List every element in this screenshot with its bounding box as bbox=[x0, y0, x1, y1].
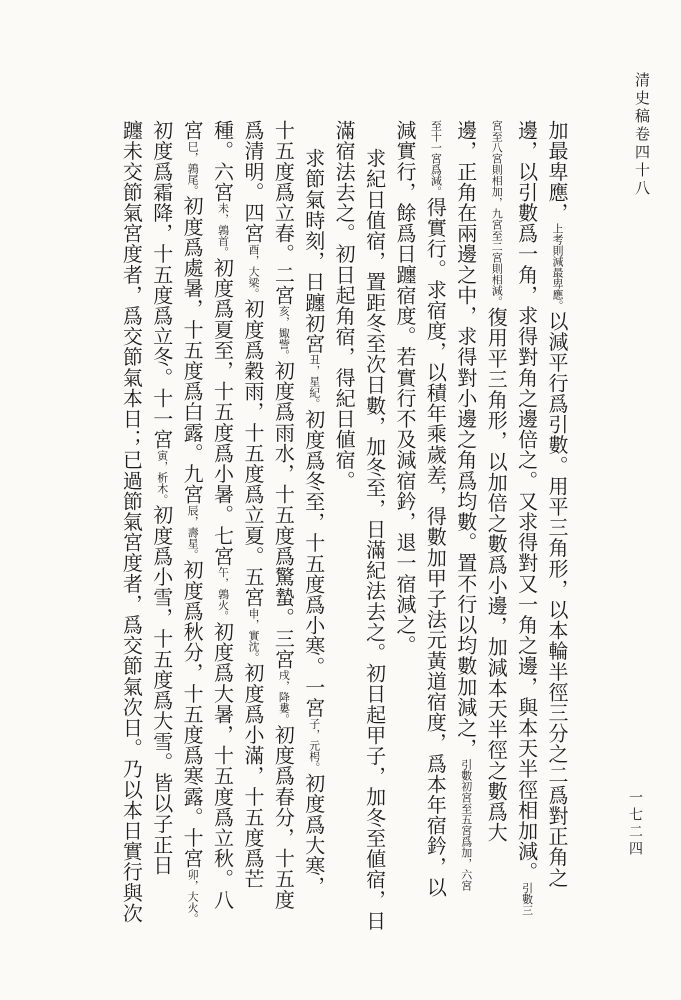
annotation-note: 未，鶉首。 bbox=[216, 202, 230, 258]
annotation-note: 酉，大梁。 bbox=[246, 243, 260, 299]
annotation-note: 丑，星紀。 bbox=[307, 354, 321, 409]
text-segment: 初度爲夏至，十五度爲小暑。七宮 bbox=[210, 257, 235, 567]
running-header: 清史稿卷四十八 bbox=[633, 72, 651, 198]
text-segment: 滿宿法去之。初日起角宿，得紀日値宿。 bbox=[332, 120, 357, 491]
text-column bbox=[511, 120, 541, 955]
text-column bbox=[390, 120, 420, 955]
annotation-note: 亥，娵訾。 bbox=[277, 305, 291, 361]
text-segment: 求紀日值宿，置距冬至次日數，加冬至，日滿紀法去之。初日起甲子，加冬至値宿，日 bbox=[362, 148, 387, 931]
annotation-note: 子，元枵。 bbox=[307, 718, 321, 773]
text-segment: 初度爲小滿，十五度爲芒 bbox=[240, 662, 265, 890]
text-segment: 減實行，餘爲日躔宿度。若實行不及減宿鈐，退一宿減之。 bbox=[392, 120, 417, 656]
text-segment: 爲清明。四宮 bbox=[240, 120, 265, 244]
text-column bbox=[207, 120, 237, 955]
text-segment: 初度爲冬至，十五度爲小寒。一宮 bbox=[301, 409, 326, 718]
text-column bbox=[481, 120, 511, 955]
vertical-text-body bbox=[72, 120, 572, 955]
text-column bbox=[116, 120, 146, 955]
text-column bbox=[268, 120, 298, 955]
text-segment: 初度爲處暑，十五度爲白露。九宮 bbox=[180, 195, 205, 505]
text-segment: 復用平三角形，以加倍之數爲小邊，加減本天半徑之數爲大 bbox=[484, 307, 509, 843]
text-segment: 得實行。求宿度，以積年乘歲差，得數加甲子法元黃道宿度，爲本年宿鈐，以 bbox=[423, 197, 448, 898]
text-column bbox=[298, 120, 328, 955]
text-segment: 初度爲穀雨，十五度爲立夏。五宮 bbox=[240, 298, 265, 608]
text-segment: 初度爲秋分，十五度爲寒露。十宮 bbox=[180, 559, 205, 869]
text-column bbox=[359, 120, 389, 955]
annotation-note: 巳，鶉尾。 bbox=[186, 140, 200, 196]
annotation-note: 至十一宮爲減。 bbox=[429, 120, 443, 197]
annotation-note: 午，鶉火。 bbox=[216, 566, 230, 622]
text-segment: 初度爲大寒， bbox=[301, 773, 326, 897]
text-segment: 邊，正角在兩邊之中，求得對小邊之角爲均數。置不行以均數加減之， bbox=[453, 120, 478, 759]
text-segment: 加最卑應， bbox=[545, 120, 569, 223]
text-segment: 種。六宮 bbox=[210, 120, 235, 203]
text-column bbox=[177, 120, 207, 955]
text-segment: 初度爲小雪，十五度爲大雪。皆以子正日 bbox=[149, 504, 174, 876]
annotation-note: 宮至八宮則相加，九宮至二宮則相減。 bbox=[490, 120, 504, 307]
text-column bbox=[238, 120, 268, 955]
text-column bbox=[542, 120, 572, 955]
annotation-note: 辰，壽星。 bbox=[186, 504, 200, 560]
text-column bbox=[329, 120, 359, 955]
text-segment: 初度爲雨水，十五度爲驚蟄。三宮 bbox=[271, 360, 296, 670]
annotation-note: 申，實沈。 bbox=[246, 607, 260, 663]
text-segment: 躔未交節氣宮度者，爲交節氣本日；已過節氣宮度者，爲交節氣次日。乃以本日實行與次 bbox=[119, 120, 144, 924]
annotation-note: 卯，大火。 bbox=[186, 868, 200, 924]
text-column bbox=[420, 120, 450, 955]
text-column bbox=[450, 120, 480, 955]
text-segment: 宮 bbox=[180, 120, 205, 141]
text-segment: 求節氣時刻，日躔初宮 bbox=[301, 148, 326, 354]
annotation-note: 戌，降婁。 bbox=[277, 669, 291, 725]
annotation-note: 寅，析木。 bbox=[155, 449, 169, 505]
annotation-note: 引數初宮至五宮爲加，六宮 bbox=[459, 758, 473, 891]
text-segment: 以減平行爲引數。用平三角形，以本輪半徑三分之二爲對正角之 bbox=[545, 311, 569, 888]
text-segment: 邊，以引數爲一角，求得對角之邊倍之。又求得對又一角之邊，與本天半徑相加減。 bbox=[514, 120, 539, 883]
text-segment: 初度爲大暑，十五度爲立秋。八 bbox=[210, 621, 235, 910]
text-column bbox=[146, 120, 176, 955]
page-number: 一七二四 bbox=[627, 790, 643, 858]
text-segment: 十五度爲立春。二宮 bbox=[271, 120, 296, 306]
text-segment: 初度爲霜降，十五度爲立冬。十一宮 bbox=[149, 120, 174, 450]
annotation-note: 引數三 bbox=[520, 882, 534, 916]
annotation-note: 上考則減最卑應。 bbox=[551, 223, 564, 311]
text-segment: 初度爲春分，十五度 bbox=[271, 724, 296, 910]
